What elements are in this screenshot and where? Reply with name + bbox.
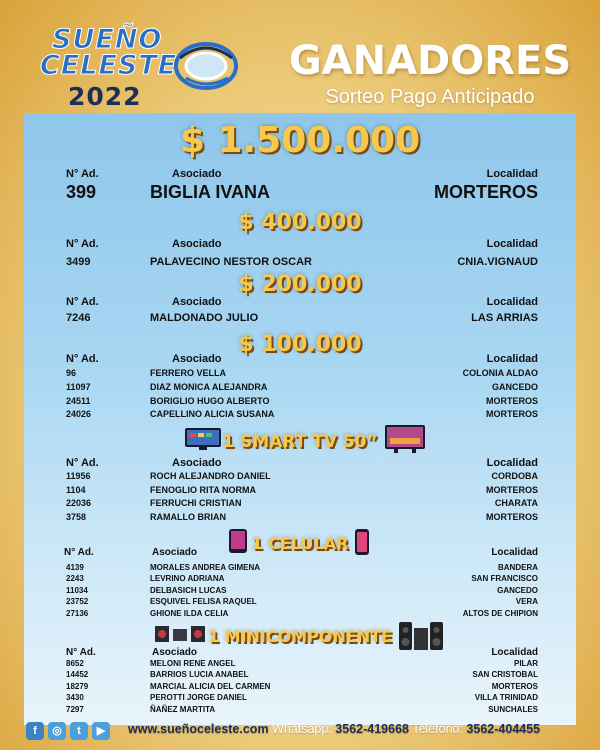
smart-tv-icon <box>384 424 426 459</box>
table-row <box>0 256 600 270</box>
row-locality: VILLA TRINIDAD <box>474 693 538 703</box>
table-row <box>0 368 600 382</box>
row-member: BARRIOS LUCIA ANABEL <box>150 670 249 680</box>
col-locality-header: Localidad <box>491 647 538 658</box>
footer <box>0 718 600 750</box>
table-row <box>0 682 600 693</box>
prize-title-3: $ 200.000 <box>238 272 362 297</box>
row-member: MALDONADO JULIO <box>150 312 259 324</box>
row-member: FENOGLIO RITA NORMA <box>150 484 256 495</box>
row-number: 2243 <box>66 574 84 584</box>
youtube-icon[interactable]: ▶ <box>92 722 110 740</box>
row-locality: CNIA.VIGNAUD <box>457 256 538 268</box>
col-number-header: N° Ad. <box>66 238 99 250</box>
logo-line2: CELESTE <box>40 50 178 81</box>
table-row <box>0 471 600 485</box>
row-number: 3758 <box>66 511 87 522</box>
phone-number[interactable]: 3562-404455 <box>466 722 541 736</box>
row-number: 3499 <box>66 256 91 268</box>
row-member: CAPELLINO ALICIA SUSANA <box>150 409 275 420</box>
row-number: 22036 <box>66 498 92 508</box>
row-locality: BANDERA <box>498 563 538 572</box>
row-member: FERRERO VELLA <box>150 368 227 378</box>
row-locality: SUNCHALES <box>488 704 538 714</box>
row-number: 24511 <box>66 395 91 406</box>
table-row <box>0 485 600 499</box>
row-locality: MORTEROS <box>491 681 538 691</box>
row-number: 18279 <box>66 681 89 691</box>
row-member: MARCIAL ALICIA DEL CARMEN <box>150 681 271 691</box>
col-member-header: Asociado <box>152 547 198 558</box>
row-locality: ALTOS DE CHIPION <box>462 608 538 618</box>
row-number: 24026 <box>66 409 92 420</box>
col-number-header: N° Ad. <box>66 647 96 658</box>
row-member: MELONI RENE ANGEL <box>150 659 236 668</box>
row-locality: COLONIA ALDAO <box>462 368 538 378</box>
col-number-header: N° Ad. <box>66 457 99 469</box>
instagram-icon[interactable]: ◎ <box>48 722 66 740</box>
row-member: FERRUCHI CRISTIAN <box>150 498 242 508</box>
row-number: 23752 <box>66 597 89 607</box>
col-member-header: Asociado <box>172 168 222 180</box>
footer-contact <box>128 722 540 736</box>
row-member: ESQUIVEL FELISA RAQUEL <box>150 597 257 607</box>
table-row <box>0 670 600 681</box>
row-locality: MORTEROS <box>485 484 538 495</box>
table-row <box>0 498 600 512</box>
whatsapp-number[interactable]: 3562-419668 <box>335 722 409 736</box>
facebook-icon[interactable]: f <box>26 722 44 740</box>
row-locality: PILAR <box>514 659 538 668</box>
row-number: 96 <box>66 368 77 378</box>
row-number: 1104 <box>66 484 86 495</box>
col-locality-header: Localidad <box>486 353 538 365</box>
row-locality: SAN CRISTOBAL <box>472 670 538 680</box>
table-row <box>0 574 600 585</box>
col-member-header: Asociado <box>172 238 222 250</box>
col-member-header: Asociado <box>172 457 222 469</box>
row-member: DELBASICH LUCAS <box>150 585 227 595</box>
row-locality: MORTEROS <box>485 395 538 406</box>
row-locality: GANCEDO <box>497 585 538 595</box>
table-row <box>0 609 600 620</box>
logo-year: 2022 <box>68 82 142 111</box>
table-row <box>0 182 600 204</box>
row-member: ÑAÑEZ MARTITA <box>150 704 216 714</box>
row-member: RAMALLO BRIAN <box>150 511 226 522</box>
col-locality-header: Localidad <box>486 296 538 308</box>
sueno-celeste-logo <box>30 20 245 115</box>
row-locality: GANCEDO <box>491 381 538 392</box>
col-locality-header: Localidad <box>486 238 538 250</box>
row-member: PEROTTI JORGE DANIEL <box>150 693 247 703</box>
twitter-icon[interactable]: t <box>70 722 88 740</box>
table-row <box>0 512 600 526</box>
prize-title-6: 1 CELULAR <box>251 534 349 553</box>
whatsapp-label: Whatsapp: <box>272 722 332 736</box>
table-row <box>0 586 600 597</box>
row-number: 3430 <box>66 693 84 703</box>
phone-label: Teléfono: <box>412 722 463 736</box>
table-row <box>0 382 600 396</box>
row-number: 399 <box>66 182 97 202</box>
table-row <box>0 396 600 410</box>
col-member-header: Asociado <box>172 296 222 308</box>
row-number: 4139 <box>66 563 84 572</box>
row-locality: SAN FRANCISCO <box>471 574 538 584</box>
row-number: 7246 <box>66 312 91 324</box>
page-subtitle: Sorteo Pago Anticipado <box>325 86 535 108</box>
col-member-header: Asociado <box>172 353 222 365</box>
col-locality-header: Localidad <box>486 457 538 469</box>
row-number: 14452 <box>66 670 89 680</box>
row-member: DIAZ MONICA ALEJANDRA <box>150 381 268 392</box>
col-member-header: Asociado <box>152 647 198 658</box>
row-member: LEVRINO ADRIANA <box>150 574 225 584</box>
phone-icon <box>354 528 370 561</box>
col-number-header: N° Ad. <box>64 547 94 558</box>
row-number: 8652 <box>66 659 84 668</box>
logo-line1: SUEÑO <box>52 24 163 55</box>
prize-title-4: $ 100.000 <box>238 332 362 357</box>
row-number: 27136 <box>66 608 89 618</box>
row-locality: LAS ARRIAS <box>471 312 538 324</box>
row-member: ROCH ALEJANDRO DANIEL <box>150 471 271 481</box>
row-number: 11956 <box>66 471 91 481</box>
table-row <box>0 705 600 716</box>
col-number-header: N° Ad. <box>66 353 99 365</box>
row-number: 11034 <box>66 585 88 595</box>
prize-title-1: $ 1.500.000 <box>179 120 421 161</box>
stadium-icon <box>170 28 242 100</box>
prize-title-2: $ 400.000 <box>238 210 362 235</box>
row-locality: MORTEROS <box>485 409 538 420</box>
col-number-header: N° Ad. <box>66 168 99 180</box>
prize-title-7: 1 MINICOMPONENTE <box>207 627 393 646</box>
col-number-header: N° Ad. <box>66 296 99 308</box>
page-title: GANADORES <box>288 38 572 84</box>
table-row <box>0 409 600 423</box>
row-locality: CHARATA <box>494 498 538 508</box>
prize-title-5: 1 SMART TV 50” <box>222 432 378 452</box>
row-locality: VERA <box>515 597 538 607</box>
row-member: GHIONE ILDA CELIA <box>150 608 229 618</box>
col-locality-header: Localidad <box>486 168 538 180</box>
row-member: BORIGLIO HUGO ALBERTO <box>150 395 270 406</box>
row-locality: MORTEROS <box>433 182 538 202</box>
row-member: BIGLIA IVANA <box>150 182 270 202</box>
table-row <box>0 597 600 608</box>
row-locality: MORTEROS <box>485 511 538 522</box>
table-row <box>0 312 600 326</box>
row-number: 7297 <box>66 704 84 714</box>
col-locality-header: Localidad <box>491 547 538 558</box>
table-row <box>0 693 600 704</box>
website-link[interactable]: www.sueñoceleste.com <box>128 722 269 736</box>
row-member: PALAVECINO NESTOR OSCAR <box>150 256 312 268</box>
table-row <box>0 563 600 574</box>
row-number: 11097 <box>66 381 91 392</box>
row-member: MORALES ANDREA GIMENA <box>150 563 261 572</box>
row-locality: CORDOBA <box>491 471 538 481</box>
table-row <box>0 659 600 670</box>
